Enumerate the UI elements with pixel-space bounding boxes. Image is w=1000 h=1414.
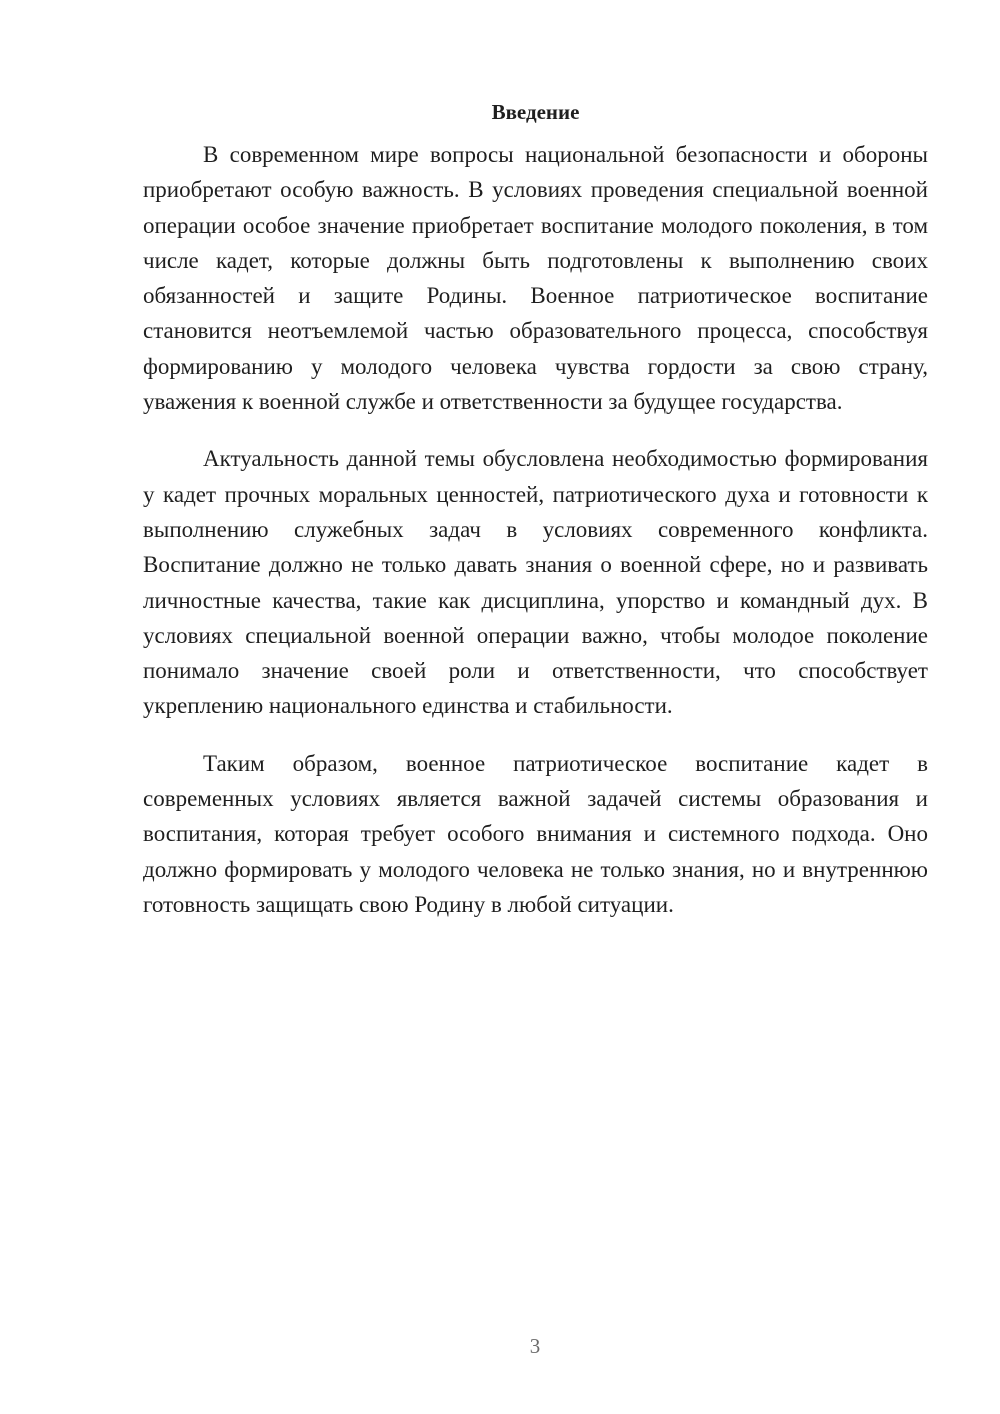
page-number: 3 <box>529 1334 541 1358</box>
section-heading: Введение <box>491 100 580 124</box>
paragraph-1: В современном мире вопросы национальной безопасности и обороны приобретают особую важность. В условиях проведения специальной военной операции особое значение приобретает воспитание молодого поколения, в том числе кадет, которые должны быть подготовлены к выполнению своих обязанностей и защите Родины. Военное патриотическое воспитание становится неотъемлемой частью образовательного процесса, способствуя формированию у молодого человека чувства гордости за свою страну, уважения к военной службе и ответственности за будущее государства. <box>143 142 928 415</box>
paragraph-3: Таким образом, военное патриотическое воспитание кадет в современных условиях является важной задачей системы образования и воспитания, которая требует особого внимания и системного подхода. Оно должно формировать у молодого человека не только знания, но и внутреннюю готовность защищать свою Родину в любой ситуации. <box>143 750 928 917</box>
page-content <box>143 96 928 944</box>
paragraph-2: Актуальность данной темы обусловлена необходимостью формирования у кадет прочных моральных ценностей, патриотического духа и готовности к выполнению служебных задач в условиях современного конфликта. Воспитание должно не только давать знания о военной сфере, но и развивать личностные качества, такие как дисциплина, упорство и командный дух. В условиях специальной военной операции важно, чтобы молодое поколение понимало значение своей роли и ответственности, что способствует укреплению национального единства и стабильности. <box>143 446 928 719</box>
